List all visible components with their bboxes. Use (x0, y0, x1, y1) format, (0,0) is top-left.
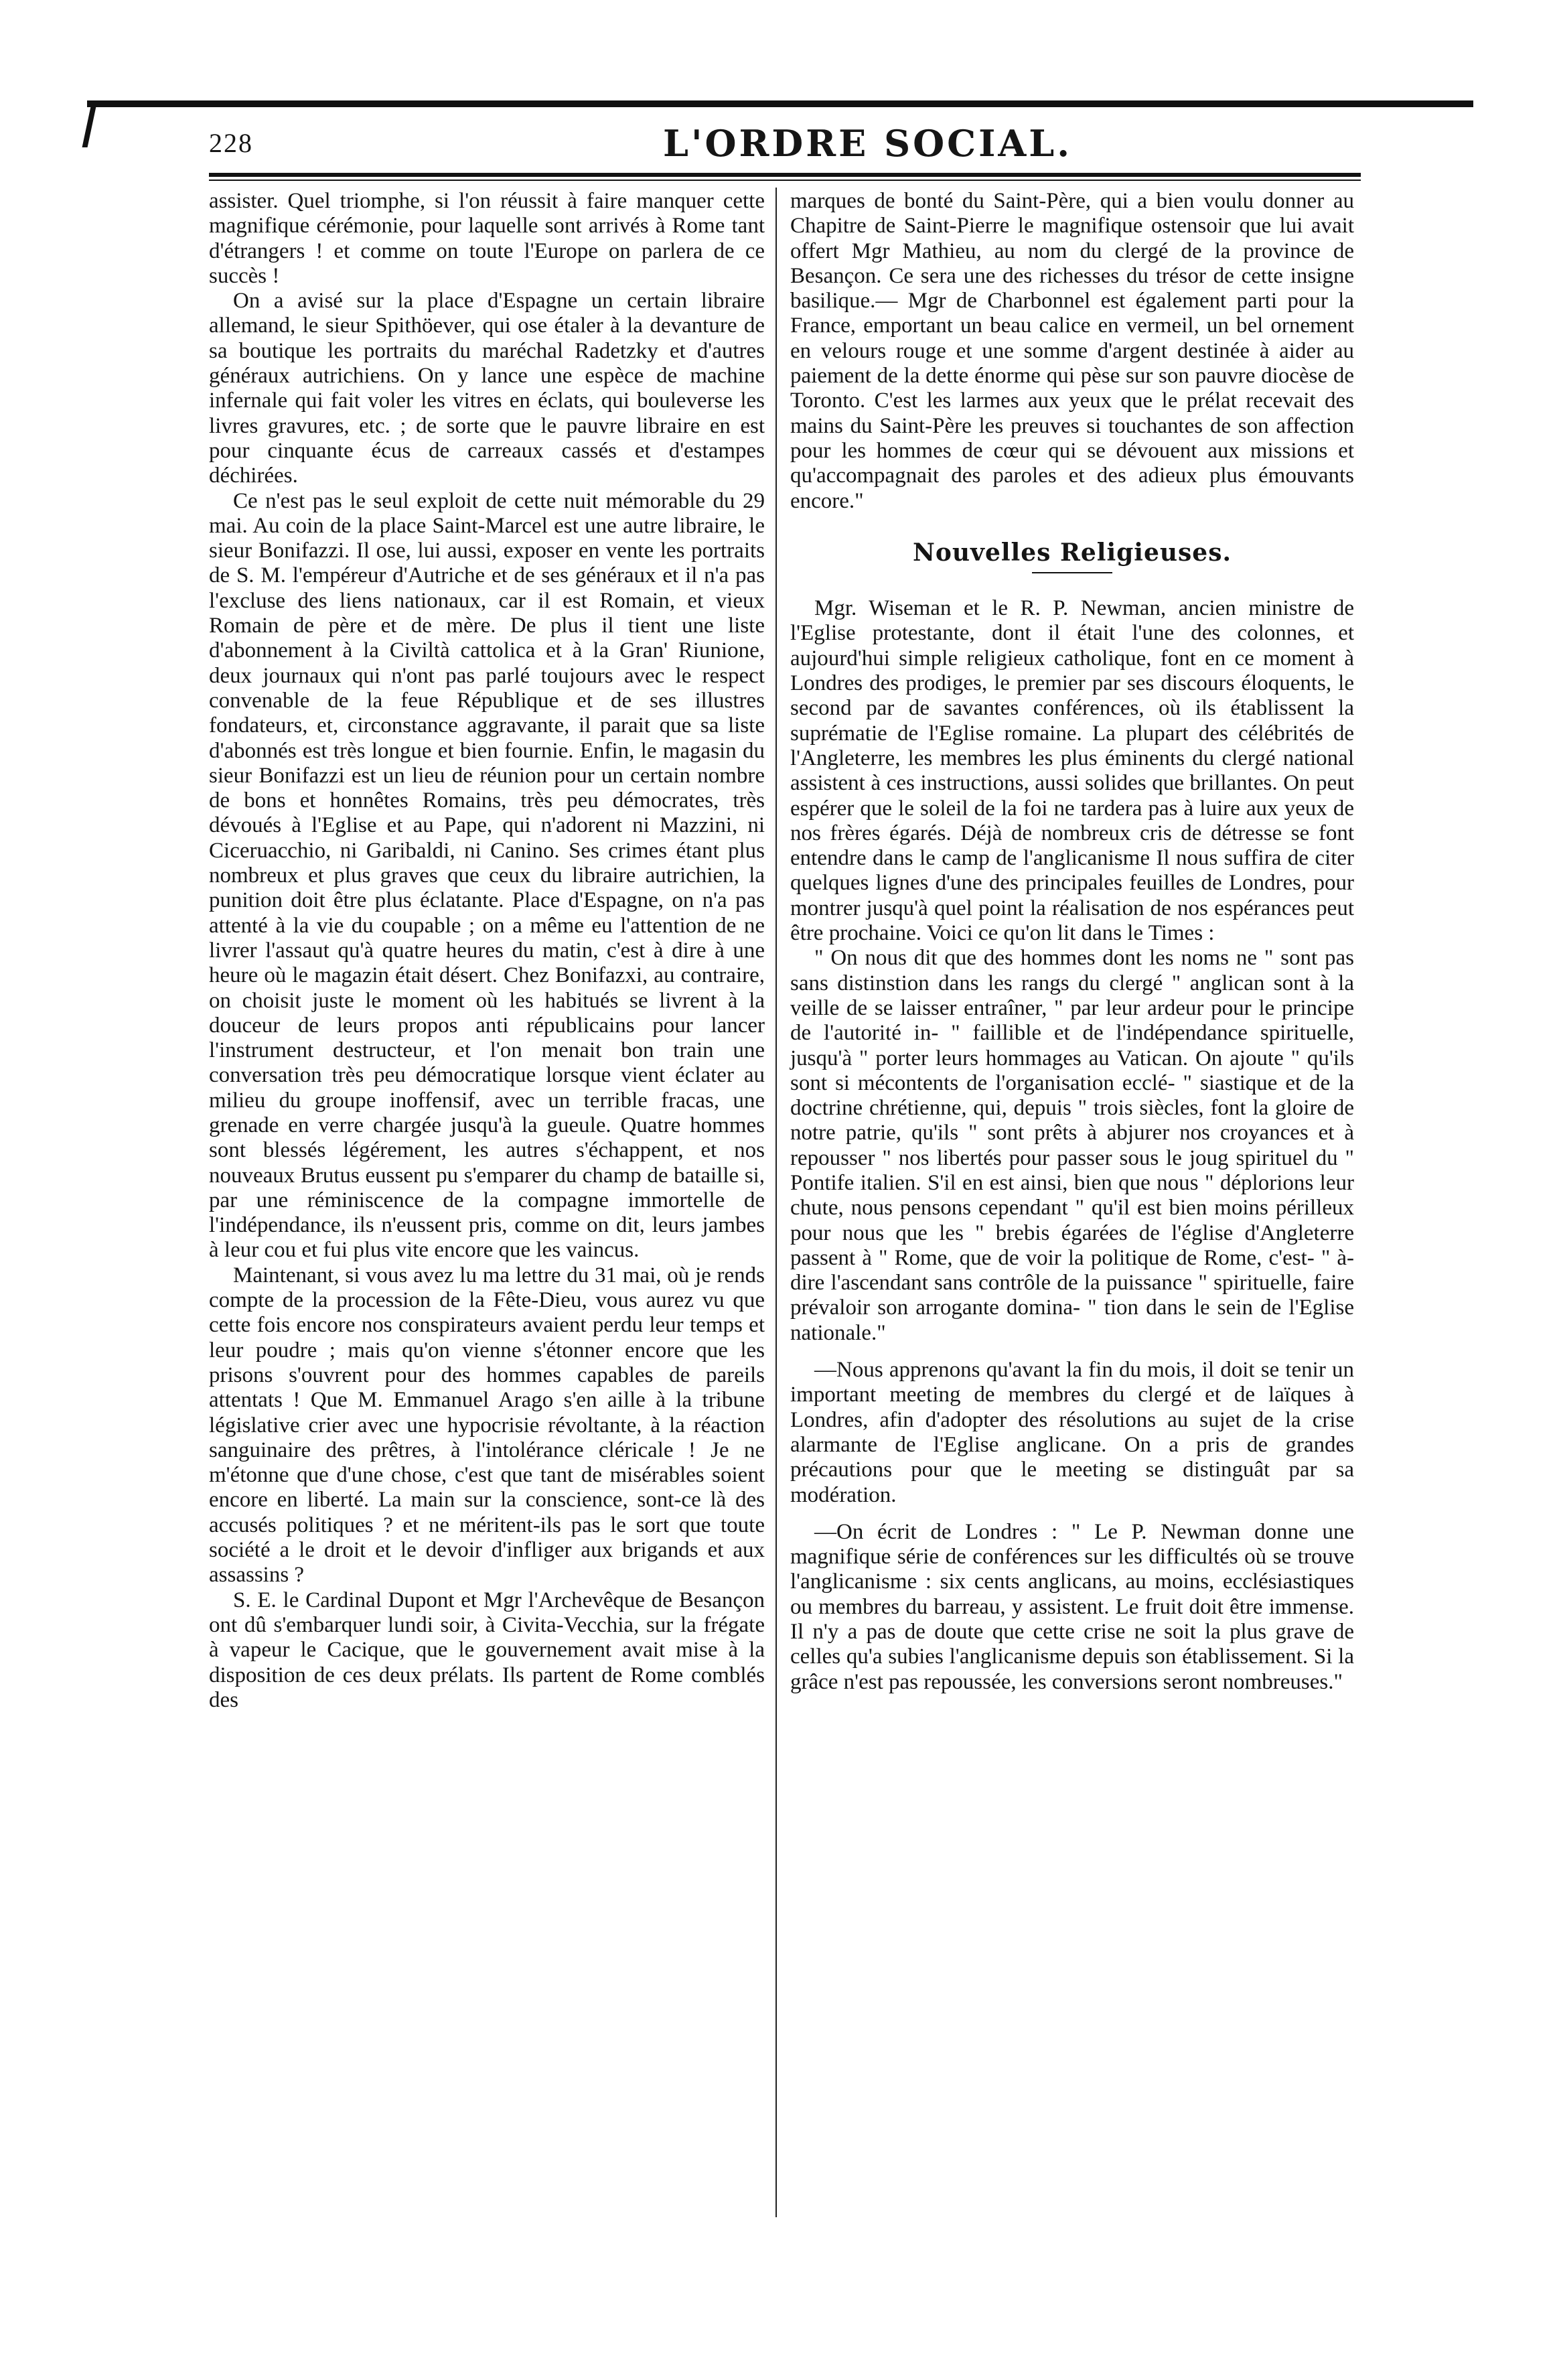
right-paragraph-1: Mgr. Wiseman et le R. P. Newman, ancien ministre de l'Eglise protestante, dont il était l'une des colonnes, et aujourd'hui simple religieux catholique, font en ce moment à Londres des prodiges, le premier par ses discours éloquents, le second par de savantes conférences, où ils établissent la suprématie de l'Eglise romaine. La plupart des célébrités de l'Angleterre, les membres les plus éminents du clergé national assistent à ces instructions, aussi solides que brillantes. On peut espérer que le soleil de la foi ne tardera pas à luire aux yeux de nos frères égarés. Déjà de nombreux cris de détresse se font entendre dans le camp de l'anglicanisme Il nous suffira de citer quelques lignes d'une des principales feuilles de Londres, pour montrer jusqu'à quel point la réalisation de nos espérances peut être prochaine. Voici ce qu'on lit dans le Times : (790, 596, 1354, 946)
left-column (209, 189, 765, 1713)
header-rule (209, 173, 1361, 177)
left-paragraph-1: assister. Quel triomphe, si l'on réussit à faire manquer cette magnifique cérémonie, pour laquelle sont arrivés à Rome tant d'étrangers ! et comme on toute l'Europe on parlera de ce succès ! (209, 189, 765, 288)
crop-mark (82, 100, 98, 147)
left-paragraph-4: Maintenant, si vous avez lu ma lettre du 31 mai, où je rends compte de la procession de la Fête-Dieu, vous aurez vu que cette fois encore nos conspirateurs avaient perdu leur temps et leur poudre ; mais qu'on vienne s'étonner encore que les prisons s'ouvrent pour des hommes capables de pareils attentats ! Que M. Emmanuel Arago s'en aille à la tribune législative crier avec une hypocrisie révoltante, à la réaction sanguinaire des prêtres, à l'intolérance cléricale ! Je ne m'étonne que d'une chose, c'est que tant de misérables soient encore en liberté. La main sur la conscience, sont-ce là des accusés politiques ? et ne méritent-ils pas le sort que toute société a le droit et le devoir d'infliger aux brigands et aux assassins ? (209, 1263, 765, 1588)
times-quotation: " On nous dit que des hommes dont les noms ne " sont pas sans distinstion dans les rangs du clergé " anglican sont à la veille de se laisser entraîner, " par leur ardeur pour le principe de l'autorité in- " faillible et de l'indépendance spirituelle, jusqu'à " porter leurs hommages au Vatican. On ajoute " qu'ils sont si mécontents de l'organisation ecclé- " siastique et de la doctrine chrétienne, qui, depuis " trois siècles, font la gloire de notre patrie, qu'ils " sont prêts à abjurer nos croyances et à repousser " nos libertés pour passer sous le joug spirituel du " Pontife italien. S'il en est ainsi, bien que nous " déplorions leur chute, nous pensons cependant " qu'il est bien moins périlleux pour nous que les " brebis égarées de l'église d'Angleterre passent à " Rome, que de voir la politique de Rome, c'est- " à-dire l'ascendant sans contrôle de la puissance " spirituelle, faire prévaloir son arrogante domina- " tion dans le sein de l'Eglise nationale." (790, 946, 1354, 1345)
right-column (790, 189, 1354, 1695)
right-paragraph-2: —Nous apprenons qu'avant la fin du mois, il doit se tenir un important meeting de membres du clergé et de laïques à Londres, afin d'adopter des résolutions au sujet de la crise alarmante de l'Eglise anglicane. On a pris de grandes précautions pour que le meeting se distinguât par sa modération. (790, 1358, 1354, 1507)
page-number: 228 (209, 128, 253, 158)
column-divider (775, 188, 777, 2217)
running-title: L'ORDRE SOCIAL. (663, 122, 1073, 165)
right-paragraph-3: —On écrit de Londres : " Le P. Newman donne une magnifique série de conférences sur les difficultés où se trouve l'anglicanisme : six cents anglicans, au moins, ecclésiastiques ou membres du barreau, y assistent. Le fruit doit être immense. Il n'y a pas de doute que cette crise ne soit la plus grave de celles qu'a subies l'anglicanisme depuis son établissement. Si la grâce n'est pas repoussée, les conversions seront nombreuses." (790, 1519, 1354, 1694)
left-paragraph-5: S. E. le Cardinal Dupont et Mgr l'Archevêque de Besançon ont dû s'embarquer lundi soir, à Civita-Vecchia, sur la frégate à vapeur le Cacique, que le gouvernement avait mise à la disposition de ces deux prélats. Ils partent de Rome comblés des (209, 1588, 765, 1712)
left-paragraph-2: On a avisé sur la place d'Espagne un certain libraire allemand, le sieur Spithöever, qui ose étaler à la devanture de sa boutique les portraits du maréchal Radetzky et d'autres généraux autrichiens. On y lance une espèce de machine infernale qui fait voler les vitres en éclats, qui bouleverse les livres gravures, etc. ; de sorte que le pauvre libraire en est pour cinquante écus de carreaux cassés et d'estampes déchirées. (209, 289, 765, 488)
top-border-rule (87, 100, 1473, 107)
right-paragraph-continued: marques de bonté du Saint-Père, qui a bien voulu donner au Chapitre de Saint-Pierre le magnifique ostensoir que lui avait offert Mgr Mathieu, au nom du clergé de la province de Besançon. Ce sera une des richesses du trésor de cette insigne basilique.— Mgr de Charbonnel est également parti pour la France, emportant un beau calice en vermeil, un bel ornement en velours rouge et une somme d'argent destinée à aider au paiement de la dette énorme qui pèse sur son pauvre diocèse de Toronto. C'est les larmes aux yeux que le prélat recevait des mains du Saint-Père les preuves si touchantes de son affection pour les hommes de cœur qui se dévouent aux missions et qu'accompagnait des paroles et des adieux plus émouvants encore." (790, 189, 1354, 513)
header-rule-thin (209, 180, 1361, 181)
left-paragraph-3: Ce n'est pas le seul exploit de cette nuit mémorable du 29 mai. Au coin de la place Saint-Marcel est une autre libraire, le sieur Bonifazzi. Il ose, lui aussi, exposer en vente les portraits de S. M. l'empéreur d'Autriche et de ses généraux et il n'a pas l'excluse des liens nationaux, car il est Romain, et vieux Romain de père et de mère. De plus il tient une liste d'abonnement à la Civiltà cattolica et à la Gran' Riunione, deux journaux qui n'ont pas parlé toujours avec le respect convenable de la feue République et de ses illustres fondateurs, et, circonstance aggravante, il parait que sa liste d'abonnés est très longue et bien fournie. Enfin, le magasin du sieur Bonifazzi est un lieu de réunion pour un certain nombre de bons et honnêtes Romains, très peu démocrates, très dévoués à l'Eglise et au Pape, qui n'adorent ni Mazzini, ni Ciceruacchio, ni Garibaldi, ni Canino. Ses crimes étant plus nombreux et plus graves que ceux du libraire autrichien, la punition doit être plus éclatante. Place d'Espagne, on n'a pas attenté à la vie du coupable ; on a même eu l'attention de ne livrer l'assaut qu'à quatre heures du matin, c'est à dire à une heure où le magazin était désert. Chez Bonifazxi, au contraire, on choisit juste le moment où les habitués se livrent à la douceur de leurs propos anti républicains pour lancer l'instrument destructeur, et l'on menait bon train une conversation très peu démocratique lorsque vient éclater au milieu du groupe inoffensif, avec un terrible fracas, une grenade en verre chargée jusqu'à la gueule. Quatre hommes sont blessés légérement, les autres s'échappent, et nos nouveaux Brutus eussent pu s'emparer du champ de bataille si, par une réminiscence de la compagne immortelle de l'indépendance, ils n'eussent pris, comme on dit, leurs jambes à leur cou et fui plus vite encore que les vaincus. (209, 488, 765, 1263)
section-heading: Nouvelles Religieuses. (790, 541, 1354, 573)
